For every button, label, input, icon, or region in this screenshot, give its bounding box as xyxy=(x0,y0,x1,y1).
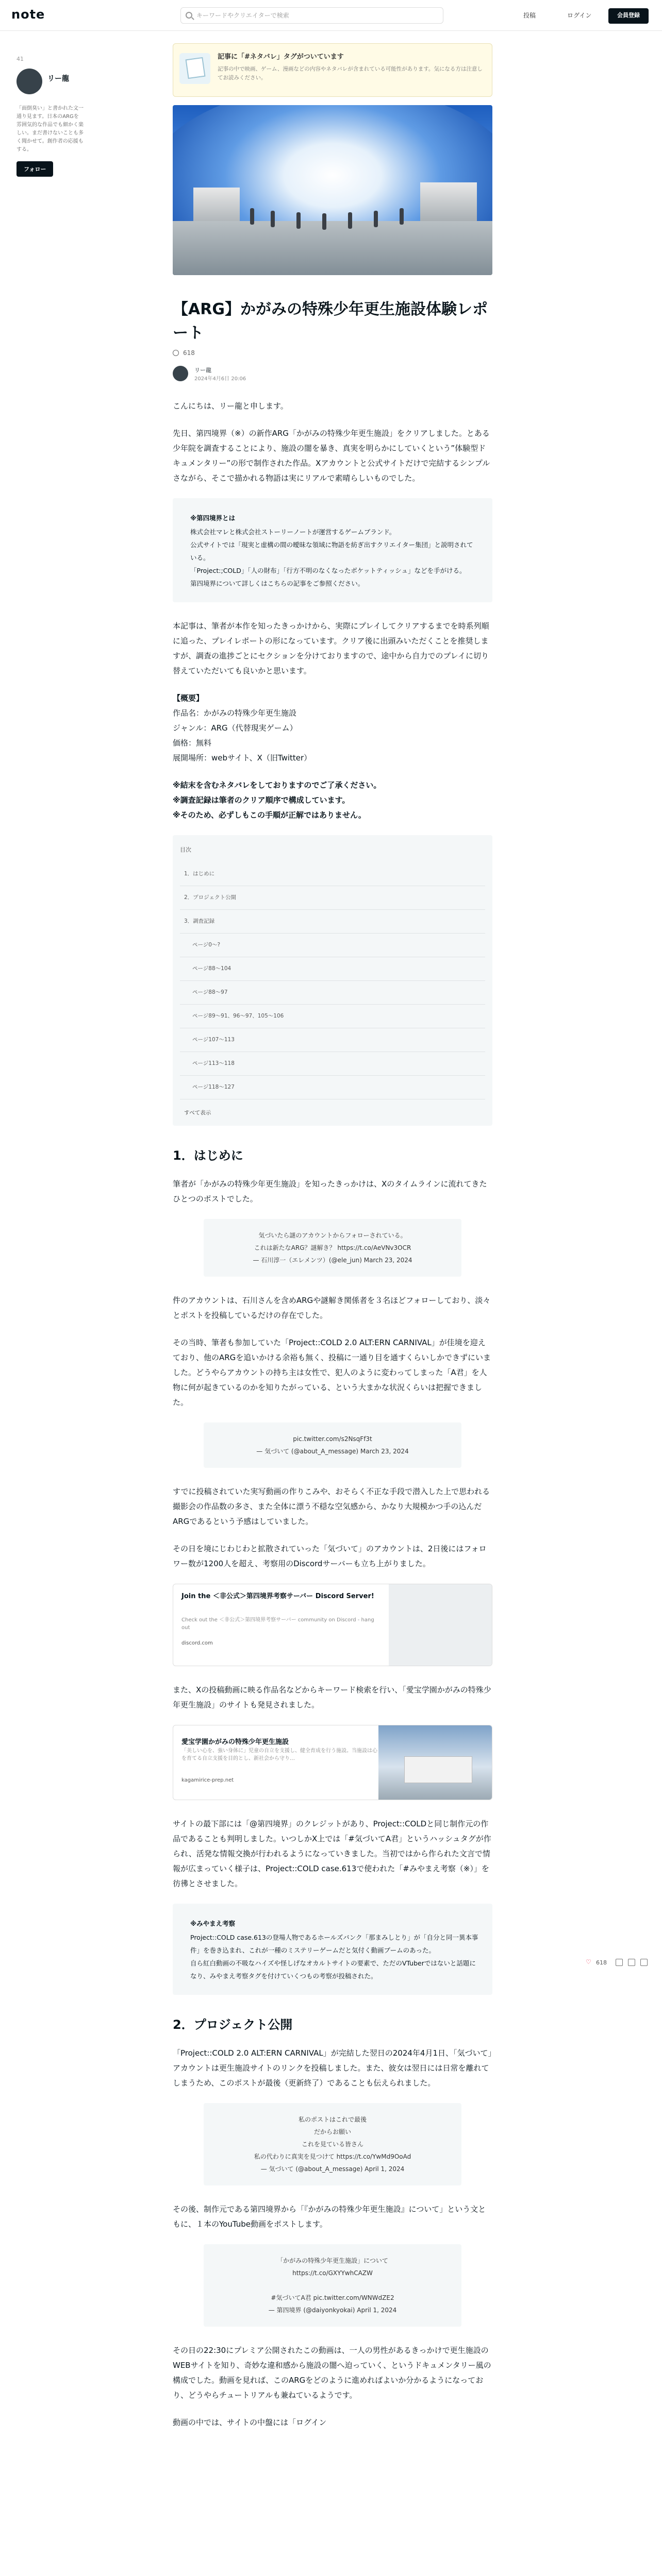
note-logo[interactable]: note xyxy=(11,7,45,22)
info-line: ジャンル：ARG（代替現実ゲーム） xyxy=(173,723,297,733)
notice-title: 記事に「#ネタバレ」タグがついています xyxy=(218,53,344,61)
paragraph: その当時、筆者も参加していた「Project::COLD 2.0 ALT:ERN CARNIVAL」が佳境を迎えており、他のARGを追いかける余裕も無く、投稿に一通り目を通すくらいしかできずにいました。どうやらアカウントの持ち主は女性で、犯人のように変わってしまった「A君」を人物に何が起きているのかを知りたがっている、という大まかな状況くらいは把握できました。 xyxy=(173,1338,491,1407)
search-input[interactable] xyxy=(180,7,443,24)
article-main xyxy=(173,43,492,2443)
paragraph: その日の22:30にプレミア公開されたこの動画は、一人の男性があるきっかけで更生施設のWEBサイトを知り、奇妙な違和感から施設の闇へ迫っていく、というドキュメンタリー風の構成でした。動画を見れば、このARGをどのように進めればよいか分かるようになっており、どうやらチュートリアルも兼ねているようです。 xyxy=(173,2346,491,2400)
note-box xyxy=(173,1904,492,1995)
hero-person xyxy=(374,211,378,227)
embedded-tweet xyxy=(204,1219,461,1277)
login-button[interactable]: ログイン xyxy=(567,12,592,19)
tweet-line: 私のポストはこれで最後 xyxy=(298,2116,367,2123)
warning-block xyxy=(173,778,492,823)
card-desc: Check out the ＜非公式＞第四境界考察サーバー community on Discord - hang out xyxy=(181,1617,374,1631)
signup-button[interactable]: 会員登録 xyxy=(608,8,649,24)
toc-item[interactable]: ページ107〜113 xyxy=(180,1028,485,1052)
card-title: Join the ＜非公式＞第四境界考察サーバー Discord Server! xyxy=(181,1592,374,1600)
share-icon[interactable] xyxy=(628,1959,635,1966)
paragraph: 「Project::COLD 2.0 ALT:ERN CARNIVAL」が完結した翌日の2024年4月1日、「気づいて」アカウントは更生施設サイトのリンクを投稿しました。また、彼女は翌日には日常を離れてしまうため、このポストが最後（更新終了）であることも伝えられました。 xyxy=(173,2048,492,2088)
tweet-line: だからお願い xyxy=(313,2128,351,2136)
toc-item[interactable]: ページ88〜97 xyxy=(180,981,485,1005)
like-count[interactable] xyxy=(173,349,492,357)
note-line: Project::COLD case.613の登場人物であるホールズバンク「那まみしとり」が「自分と同一異本事件」を巻き込まれ、これが一種のミステリーゲームだと気付く動画ブームのあった。 xyxy=(190,1934,478,1954)
tweet-line[interactable]: — 気づいて (@about_A_message) March 23, 2024 xyxy=(256,1448,409,1455)
card-url: discord.com xyxy=(181,1640,213,1646)
author-sidebar xyxy=(16,56,84,177)
article-title: 【ARG】かがみの特殊少年更生施設体験レポート xyxy=(173,300,488,342)
warning-line: ※そのため、必ずしもこの手順が正解ではありません。 xyxy=(173,810,366,820)
paragraph: サイトの最下部には「@第四境界」のクレジットがあり、Project::COLDと同じ制作元の作品であることも判明しました。いつしかX上では「#気づいてA君」というハッシュタグが作られ、活発な情報交換が行われるようになっていきました。当初ではから作られた文言で情報が広まっていく様子は、Project::COLD case.613で使われた「#みやまえ考察（※）」を彷彿とさせました。 xyxy=(173,1819,491,1888)
hero-image xyxy=(173,105,492,275)
info-line: 【概要】 xyxy=(173,693,204,703)
tweet-line: 気づいたら謎のアカウントからフォローされている。 xyxy=(258,1232,407,1239)
card-thumbnail xyxy=(389,1584,492,1666)
section-heading: 1．はじめに xyxy=(173,1148,243,1163)
info-line: 価格：無料 xyxy=(173,738,212,748)
table-of-contents xyxy=(173,835,492,1126)
article-author xyxy=(173,365,492,383)
note-line: 自ら紅白動画の不吸なハイズや怪しげなオカルトサイトの要素で、ただのVTuberではないと話題になり、みやまえ考察タグを付けていくつもの考察が投稿された。 xyxy=(190,1959,476,1980)
card-title: 愛宝学園かがみの特殊少年更生施設 xyxy=(181,1738,289,1746)
tweet-line[interactable]: — 石川淳一（エレメンツ）(@ele_jun) March 23, 2024 xyxy=(253,1257,412,1264)
tweet-line[interactable]: pic.twitter.com/s2NsqFf3t xyxy=(293,1435,372,1443)
avatar[interactable] xyxy=(16,69,42,94)
note-line[interactable]: 第四境界について詳しくはこちらの記事をご参照ください。 xyxy=(190,580,365,587)
toc-heading: 目次 xyxy=(180,846,191,853)
tweet-line[interactable]: — 第四境界 (@daiyonkyokai) April 1, 2024 xyxy=(268,2307,397,2314)
tweet-line[interactable]: — 気づいて (@about_A_message) April 1, 2024 xyxy=(260,2165,405,2173)
paragraph: その後、制作元である第四境界から「『かがみの特殊少年更生施設』について」という文ともに、１本のYouTube動画をポストします。 xyxy=(173,2205,486,2229)
article-body xyxy=(173,399,492,2430)
tweet-line[interactable]: これは新たなARG？謎解き？ https://t.co/AeVNv3OCR xyxy=(254,1244,411,1251)
hero-person xyxy=(296,212,301,229)
heart-icon[interactable]: ♡ xyxy=(586,1958,591,1965)
post-button[interactable]: 投稿 xyxy=(523,12,536,19)
sidebar-author-name[interactable]: リー龍 xyxy=(47,75,69,83)
toc-item[interactable]: ページ0〜? xyxy=(180,934,485,957)
hero-person xyxy=(322,213,326,230)
link-card-discord[interactable] xyxy=(173,1584,492,1666)
toc-item[interactable]: ページ88〜104 xyxy=(180,957,485,981)
author-name[interactable]: リー龍 xyxy=(194,367,211,374)
toc-item[interactable]: ページ113〜118 xyxy=(180,1052,485,1076)
info-block xyxy=(173,691,492,766)
embedded-tweet xyxy=(204,2103,461,2185)
tweet-line[interactable]: 私の代わりに真実を見つけて https://t.co/YwMd9OoAd xyxy=(254,2153,411,2160)
paragraph: また、Xの投稿動画に映る作品名などからキーワード検索を行い、「愛宝学園かがみの特殊少年更生施設」のサイトも発見されました。 xyxy=(173,1685,491,1709)
search-icon xyxy=(186,12,192,19)
paragraph: 件のアカウントは、石川さんを含めARGや謎解き関係者を３名ほどフォローしており、淡々とポストを投稿しているだけの存在でした。 xyxy=(173,1296,491,1320)
author-bio: 「面倒臭い」と書かれた文一通り見ます。日本のARGを雰囲気的な作品でも細かく楽しい。まだ書けないことも多く聞かせて。創作者の応援もする。 xyxy=(16,106,84,152)
heart-icon xyxy=(173,350,179,356)
hero-person xyxy=(250,208,254,225)
like-number: 618 xyxy=(183,349,195,357)
embedded-tweet xyxy=(204,2244,461,2327)
floating-like-count: 618 xyxy=(596,1959,607,1966)
tweet-line: これを見ている皆さん xyxy=(301,2141,363,2148)
floating-actions xyxy=(586,1958,653,1970)
paragraph: こんにちは、リー龍と申します。 xyxy=(173,401,288,411)
toc-item[interactable]: 3．調査記録 xyxy=(180,910,485,934)
note-box-title: ※みやまえ考察 xyxy=(190,1920,236,1927)
paragraph: 先日、第四境界（※）の新作ARG「かがみの特殊少年更生施設」をクリアしました。とある少年院を調査することにより、施設の闇を暴き、真実を明らかにしていくという”体験型ドキュメンタリー”の形で制作された作品。Xアカウントと公式サイトだけで完結するシンプルさながら、そこで描かれる物語は実にリアルで素晴らしいものでした。 xyxy=(173,429,490,483)
card-thumbnail xyxy=(378,1725,492,1800)
publish-date: 2024年4月6日 20:06 xyxy=(194,376,246,382)
hero-person xyxy=(348,212,352,229)
tweet-line[interactable]: #気づいてA君 pic.twitter.com/WNWdZE2 xyxy=(271,2294,394,2301)
notice-desc: 記事の中で映画、ゲーム、漫画などの内容やネタバレが含まれている可能性があります。気になる方は注意してお読みください。 xyxy=(218,66,483,81)
toc-item[interactable]: 2．プロジェクト公開 xyxy=(180,886,485,910)
notice-illustration-icon xyxy=(179,53,210,84)
spoiler-notice xyxy=(173,43,492,97)
note-line: 「Project:;COLD」「人の財布」「行方不明のなくなったボケットティッシュ」などを手がける。 xyxy=(190,567,466,574)
more-icon[interactable] xyxy=(640,1959,648,1966)
tweet-line xyxy=(219,2279,446,2292)
tweet-line: 「かがみの特殊少年更生施設」について xyxy=(277,2257,388,2264)
warning-line: ※結末を含むネタバレをしておりますのでご了承ください。 xyxy=(173,781,382,790)
tweet-line[interactable]: https://t.co/GXYYwhCAZW xyxy=(292,2269,373,2277)
toc-item[interactable]: ページ89〜91、96〜97、105〜106 xyxy=(180,1005,485,1028)
paragraph: その日を境にじわじわと拡散されていった「気づいて」のアカウントは、2日後にはフォロワー数が1200人を超え、考察用のDiscordサーバーも立ち上がりました。 xyxy=(173,1544,487,1568)
card-desc: 「美しい心を、強い身体に」児童の自立を支援し、健全育成を行う施設。当施設は心を育てる自立支援を目的とし、新社会から守り… xyxy=(181,1748,377,1761)
embedded-tweet xyxy=(204,1422,461,1468)
follow-button[interactable]: フォロー xyxy=(16,161,53,177)
search-placeholder: キーワードやクリエイターで検索 xyxy=(196,12,289,19)
toc-show-all[interactable]: すべて表示 xyxy=(184,1110,211,1116)
info-line: 作品名：かがみの特殊少年更生施設 xyxy=(173,708,297,718)
paragraph: 動画の中では、サイトの中盤には「ログイン xyxy=(173,2418,327,2427)
top-header xyxy=(0,0,662,31)
card-url: kagamirice-prep.net xyxy=(181,1777,234,1783)
note-line: 株式会社マレと株式会社ストーリーノートが運営するゲームブランド。 xyxy=(190,528,396,536)
note-box xyxy=(173,498,492,602)
paragraph: すでに投稿されていた実写動画の作りこみや、おそらく不正な手段で潜入した上で思われる撮影会の作品数の多さ、また全体に漂う不穏な空気感から、かなり大規模かつ手の込んだARGであるという予感はしていました。 xyxy=(173,1487,490,1526)
warning-line: ※調査記録は筆者のクリア順序で構成しています。 xyxy=(173,795,350,805)
hero-person xyxy=(400,208,404,225)
note-line: 公式サイトでは「現実と虚構の間の曖昧な領域に物語を紡ぎ出すクリエイター集団」と説明されている。 xyxy=(190,541,473,562)
sidebar-count: 41 xyxy=(16,56,24,62)
hero-ground xyxy=(173,221,492,275)
toc-item[interactable]: 1．はじめに xyxy=(180,862,485,886)
info-line: 展開場所：webサイト、X（旧Twitter） xyxy=(173,753,312,762)
author-avatar[interactable] xyxy=(173,366,188,381)
paragraph: 本記事は、筆者が本作を知ったきっかけから、実際にプレイしてクリアするまでを時系列順に追った、プレイレポートの形になっています。クリア後に出頭みいただくことを推奨しますが、調査の進捗ごとにセクションを分けておりますので、途中から自力でのプレイに切り替えていただいても良いかと思います。 xyxy=(173,621,489,675)
toc-item[interactable]: ページ118〜127 xyxy=(180,1076,485,1099)
section-heading: 2．プロジェクト公開 xyxy=(173,2018,293,2032)
note-box-title: ※第四境界とは xyxy=(190,514,236,522)
comment-icon[interactable] xyxy=(616,1959,623,1966)
hero-person xyxy=(271,211,275,227)
link-card-site[interactable] xyxy=(173,1725,492,1800)
paragraph: 筆者が「かがみの特殊少年更生施設」を知ったきっかけは、Xのタイムラインに流れてきたひとつのポストでした。 xyxy=(173,1179,487,1204)
